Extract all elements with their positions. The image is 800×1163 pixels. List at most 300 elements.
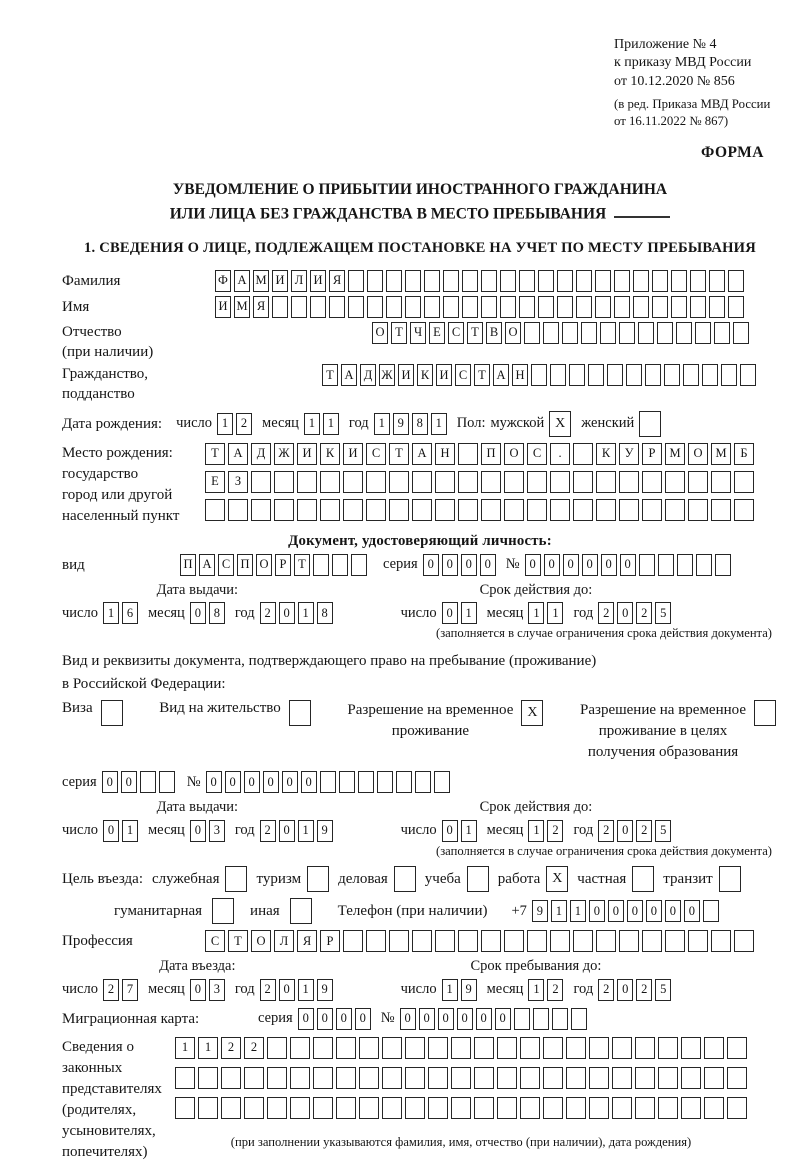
char-cell[interactable] (386, 296, 402, 318)
char-cell[interactable]: 2 (221, 1037, 241, 1059)
char-cell[interactable]: Т (322, 364, 338, 386)
char-cell[interactable]: О (251, 930, 271, 952)
char-cell[interactable] (297, 499, 317, 521)
char-cell[interactable] (458, 499, 478, 521)
char-cell[interactable]: 0 (400, 1008, 416, 1030)
char-cell[interactable]: 0 (457, 1008, 473, 1030)
char-cell[interactable] (695, 322, 711, 344)
char-cell[interactable] (396, 771, 412, 793)
female-checkbox[interactable] (639, 411, 661, 437)
char-cell[interactable] (688, 471, 708, 493)
char-cell[interactable] (389, 930, 409, 952)
char-cell[interactable] (677, 554, 693, 576)
char-cell[interactable]: 2 (636, 820, 652, 842)
char-cell[interactable] (320, 771, 336, 793)
char-cell[interactable] (481, 270, 497, 292)
char-cell[interactable]: . (550, 443, 570, 465)
char-cell[interactable] (320, 471, 340, 493)
char-cell[interactable]: 1 (461, 602, 477, 624)
char-cell[interactable]: 1 (217, 413, 233, 435)
char-cell[interactable] (336, 1097, 356, 1119)
char-cell[interactable]: Т (467, 322, 483, 344)
char-cell[interactable]: 0 (442, 554, 458, 576)
char-cell[interactable]: 0 (190, 820, 206, 842)
char-cell[interactable]: 2 (598, 979, 614, 1001)
char-cell[interactable]: С (448, 322, 464, 344)
char-cell[interactable]: 0 (317, 1008, 333, 1030)
char-cell[interactable] (359, 1037, 379, 1059)
char-cell[interactable]: 0 (461, 554, 477, 576)
char-cell[interactable] (348, 270, 364, 292)
char-cell[interactable] (626, 364, 642, 386)
char-cell[interactable]: И (215, 296, 231, 318)
char-cell[interactable] (619, 499, 639, 521)
char-cell[interactable]: К (320, 443, 340, 465)
char-cell[interactable]: 0 (244, 771, 260, 793)
char-cell[interactable] (520, 1067, 540, 1089)
char-cell[interactable] (428, 1097, 448, 1119)
char-cell[interactable]: А (493, 364, 509, 386)
char-cell[interactable] (652, 270, 668, 292)
purpose-private-checkbox[interactable] (632, 866, 654, 892)
char-cell[interactable] (642, 499, 662, 521)
char-cell[interactable]: 9 (393, 413, 409, 435)
char-cell[interactable] (428, 1067, 448, 1089)
char-cell[interactable] (704, 1067, 724, 1089)
char-cell[interactable] (589, 1067, 609, 1089)
char-cell[interactable] (658, 1097, 678, 1119)
char-cell[interactable] (711, 930, 731, 952)
char-cell[interactable] (676, 322, 692, 344)
char-cell[interactable]: 0 (298, 1008, 314, 1030)
char-cell[interactable] (366, 471, 386, 493)
char-cell[interactable] (734, 499, 754, 521)
char-cell[interactable] (405, 296, 421, 318)
char-cell[interactable] (500, 270, 516, 292)
char-cell[interactable] (405, 1097, 425, 1119)
char-cell[interactable] (550, 930, 570, 952)
char-cell[interactable] (533, 1008, 549, 1030)
char-cell[interactable]: Р (320, 930, 340, 952)
char-cell[interactable]: 0 (355, 1008, 371, 1030)
char-cell[interactable] (412, 471, 432, 493)
char-cell[interactable]: П (481, 443, 501, 465)
char-cell[interactable]: 9 (317, 979, 333, 1001)
char-cell[interactable] (645, 364, 661, 386)
char-cell[interactable]: П (237, 554, 253, 576)
char-cell[interactable] (389, 499, 409, 521)
char-cell[interactable]: Т (205, 443, 225, 465)
char-cell[interactable]: М (234, 296, 250, 318)
char-cell[interactable]: 1 (570, 900, 586, 922)
char-cell[interactable]: Е (429, 322, 445, 344)
char-cell[interactable] (435, 499, 455, 521)
char-cell[interactable]: 0 (279, 602, 295, 624)
char-cell[interactable] (569, 364, 585, 386)
char-cell[interactable]: 9 (461, 979, 477, 1001)
char-cell[interactable] (389, 471, 409, 493)
char-cell[interactable] (481, 930, 501, 952)
char-cell[interactable]: 0 (336, 1008, 352, 1030)
char-cell[interactable] (290, 1037, 310, 1059)
char-cell[interactable]: 0 (684, 900, 700, 922)
char-cell[interactable] (734, 471, 754, 493)
char-cell[interactable] (175, 1067, 195, 1089)
purpose-business-checkbox[interactable] (394, 866, 416, 892)
char-cell[interactable]: И (272, 270, 288, 292)
male-checkbox[interactable]: X (549, 411, 571, 437)
char-cell[interactable] (527, 930, 547, 952)
char-cell[interactable] (339, 771, 355, 793)
char-cell[interactable]: Я (329, 270, 345, 292)
char-cell[interactable] (474, 1097, 494, 1119)
char-cell[interactable]: Д (251, 443, 271, 465)
char-cell[interactable] (336, 1067, 356, 1089)
char-cell[interactable]: 0 (419, 1008, 435, 1030)
char-cell[interactable] (159, 771, 175, 793)
char-cell[interactable] (329, 296, 345, 318)
char-cell[interactable] (596, 499, 616, 521)
char-cell[interactable] (519, 270, 535, 292)
char-cell[interactable] (550, 499, 570, 521)
char-cell[interactable] (343, 930, 363, 952)
char-cell[interactable] (531, 364, 547, 386)
char-cell[interactable]: Я (253, 296, 269, 318)
char-cell[interactable]: 1 (298, 602, 314, 624)
char-cell[interactable] (671, 296, 687, 318)
char-cell[interactable] (267, 1067, 287, 1089)
char-cell[interactable] (481, 471, 501, 493)
char-cell[interactable]: 0 (423, 554, 439, 576)
char-cell[interactable]: Ф (215, 270, 231, 292)
char-cell[interactable] (221, 1067, 241, 1089)
char-cell[interactable]: 3 (209, 979, 225, 1001)
char-cell[interactable] (412, 930, 432, 952)
char-cell[interactable] (589, 1037, 609, 1059)
char-cell[interactable]: 0 (279, 820, 295, 842)
char-cell[interactable]: 0 (495, 1008, 511, 1030)
char-cell[interactable]: О (372, 322, 388, 344)
char-cell[interactable] (614, 296, 630, 318)
char-cell[interactable]: 1 (304, 413, 320, 435)
char-cell[interactable] (727, 1097, 747, 1119)
char-cell[interactable] (635, 1037, 655, 1059)
char-cell[interactable]: 0 (601, 554, 617, 576)
char-cell[interactable]: 8 (317, 602, 333, 624)
char-cell[interactable]: 0 (582, 554, 598, 576)
char-cell[interactable] (683, 364, 699, 386)
char-cell[interactable]: 2 (236, 413, 252, 435)
char-cell[interactable] (576, 296, 592, 318)
char-cell[interactable] (497, 1097, 517, 1119)
char-cell[interactable] (573, 930, 593, 952)
char-cell[interactable]: И (398, 364, 414, 386)
char-cell[interactable]: Я (297, 930, 317, 952)
char-cell[interactable] (386, 270, 402, 292)
char-cell[interactable] (297, 471, 317, 493)
char-cell[interactable] (366, 930, 386, 952)
char-cell[interactable] (704, 1037, 724, 1059)
char-cell[interactable] (681, 1067, 701, 1089)
char-cell[interactable]: 0 (646, 900, 662, 922)
char-cell[interactable]: 5 (655, 979, 671, 1001)
char-cell[interactable] (359, 1067, 379, 1089)
char-cell[interactable] (543, 1097, 563, 1119)
visa-checkbox[interactable] (101, 700, 123, 726)
char-cell[interactable]: М (711, 443, 731, 465)
char-cell[interactable]: 0 (206, 771, 222, 793)
char-cell[interactable] (443, 270, 459, 292)
char-cell[interactable]: 0 (442, 820, 458, 842)
char-cell[interactable] (740, 364, 756, 386)
char-cell[interactable] (566, 1067, 586, 1089)
char-cell[interactable] (424, 296, 440, 318)
char-cell[interactable] (504, 471, 524, 493)
char-cell[interactable]: О (505, 322, 521, 344)
char-cell[interactable] (313, 1097, 333, 1119)
char-cell[interactable] (562, 322, 578, 344)
char-cell[interactable] (612, 1097, 632, 1119)
char-cell[interactable]: 0 (190, 979, 206, 1001)
char-cell[interactable] (607, 364, 623, 386)
char-cell[interactable]: 1 (175, 1037, 195, 1059)
char-cell[interactable] (274, 471, 294, 493)
char-cell[interactable] (428, 1037, 448, 1059)
char-cell[interactable]: 2 (547, 820, 563, 842)
char-cell[interactable] (642, 930, 662, 952)
purpose-official-checkbox[interactable] (225, 866, 247, 892)
char-cell[interactable]: 0 (544, 554, 560, 576)
edu-permit-checkbox[interactable] (754, 700, 776, 726)
char-cell[interactable] (573, 471, 593, 493)
char-cell[interactable] (704, 1097, 724, 1119)
char-cell[interactable] (657, 322, 673, 344)
char-cell[interactable] (633, 296, 649, 318)
char-cell[interactable]: О (688, 443, 708, 465)
purpose-tourism-checkbox[interactable] (307, 866, 329, 892)
char-cell[interactable]: 6 (122, 602, 138, 624)
char-cell[interactable] (734, 930, 754, 952)
char-cell[interactable] (538, 270, 554, 292)
char-cell[interactable] (557, 296, 573, 318)
char-cell[interactable] (405, 1067, 425, 1089)
purpose-other-checkbox[interactable] (290, 898, 312, 924)
char-cell[interactable] (497, 1037, 517, 1059)
char-cell[interactable] (733, 322, 749, 344)
char-cell[interactable]: З (228, 471, 248, 493)
char-cell[interactable] (664, 364, 680, 386)
char-cell[interactable] (638, 322, 654, 344)
char-cell[interactable] (538, 296, 554, 318)
char-cell[interactable]: А (228, 443, 248, 465)
char-cell[interactable] (658, 1067, 678, 1089)
char-cell[interactable]: 3 (209, 820, 225, 842)
char-cell[interactable]: 0 (480, 554, 496, 576)
char-cell[interactable]: Л (291, 270, 307, 292)
char-cell[interactable] (244, 1097, 264, 1119)
char-cell[interactable]: Д (360, 364, 376, 386)
temp-permit-checkbox[interactable]: X (521, 700, 543, 726)
char-cell[interactable]: 8 (209, 602, 225, 624)
char-cell[interactable]: 1 (323, 413, 339, 435)
char-cell[interactable] (711, 499, 731, 521)
char-cell[interactable] (612, 1037, 632, 1059)
char-cell[interactable] (681, 1097, 701, 1119)
char-cell[interactable] (600, 322, 616, 344)
char-cell[interactable] (524, 322, 540, 344)
char-cell[interactable]: Ч (410, 322, 426, 344)
char-cell[interactable]: Т (294, 554, 310, 576)
char-cell[interactable]: У (619, 443, 639, 465)
char-cell[interactable]: 2 (260, 820, 276, 842)
char-cell[interactable] (228, 499, 248, 521)
char-cell[interactable]: И (343, 443, 363, 465)
char-cell[interactable] (458, 930, 478, 952)
char-cell[interactable] (665, 930, 685, 952)
char-cell[interactable]: 0 (563, 554, 579, 576)
char-cell[interactable] (566, 1037, 586, 1059)
char-cell[interactable]: 0 (282, 771, 298, 793)
char-cell[interactable]: 0 (102, 771, 118, 793)
char-cell[interactable]: А (199, 554, 215, 576)
char-cell[interactable]: К (596, 443, 616, 465)
char-cell[interactable] (614, 270, 630, 292)
char-cell[interactable]: Т (391, 322, 407, 344)
char-cell[interactable] (198, 1067, 218, 1089)
char-cell[interactable] (504, 499, 524, 521)
char-cell[interactable]: 1 (298, 979, 314, 1001)
char-cell[interactable]: П (180, 554, 196, 576)
char-cell[interactable] (348, 296, 364, 318)
char-cell[interactable] (571, 1008, 587, 1030)
char-cell[interactable]: 0 (620, 554, 636, 576)
char-cell[interactable] (550, 471, 570, 493)
char-cell[interactable] (366, 499, 386, 521)
char-cell[interactable]: 1 (198, 1037, 218, 1059)
char-cell[interactable] (728, 296, 744, 318)
char-cell[interactable] (709, 296, 725, 318)
char-cell[interactable]: 2 (636, 979, 652, 1001)
char-cell[interactable]: 1 (461, 820, 477, 842)
char-cell[interactable] (635, 1067, 655, 1089)
char-cell[interactable] (290, 1067, 310, 1089)
char-cell[interactable]: Р (642, 443, 662, 465)
char-cell[interactable]: С (527, 443, 547, 465)
char-cell[interactable] (520, 1097, 540, 1119)
purpose-work-checkbox[interactable]: X (546, 866, 568, 892)
char-cell[interactable] (405, 270, 421, 292)
char-cell[interactable]: И (297, 443, 317, 465)
char-cell[interactable] (310, 296, 326, 318)
char-cell[interactable]: 0 (190, 602, 206, 624)
char-cell[interactable] (639, 554, 655, 576)
char-cell[interactable]: М (665, 443, 685, 465)
char-cell[interactable]: 8 (412, 413, 428, 435)
char-cell[interactable] (728, 270, 744, 292)
char-cell[interactable]: 0 (617, 820, 633, 842)
char-cell[interactable] (358, 771, 374, 793)
char-cell[interactable]: 1 (103, 602, 119, 624)
char-cell[interactable] (721, 364, 737, 386)
char-cell[interactable] (382, 1037, 402, 1059)
char-cell[interactable] (633, 270, 649, 292)
char-cell[interactable] (727, 1067, 747, 1089)
char-cell[interactable]: С (218, 554, 234, 576)
char-cell[interactable] (681, 1037, 701, 1059)
char-cell[interactable]: Р (275, 554, 291, 576)
char-cell[interactable] (619, 322, 635, 344)
char-cell[interactable] (175, 1097, 195, 1119)
char-cell[interactable]: 1 (442, 979, 458, 1001)
char-cell[interactable] (552, 1008, 568, 1030)
char-cell[interactable] (462, 296, 478, 318)
char-cell[interactable]: 1 (551, 900, 567, 922)
char-cell[interactable] (458, 443, 478, 465)
char-cell[interactable] (320, 499, 340, 521)
char-cell[interactable] (702, 364, 718, 386)
char-cell[interactable] (274, 499, 294, 521)
char-cell[interactable] (596, 930, 616, 952)
char-cell[interactable] (635, 1097, 655, 1119)
char-cell[interactable] (435, 930, 455, 952)
char-cell[interactable]: 2 (244, 1037, 264, 1059)
char-cell[interactable]: 0 (438, 1008, 454, 1030)
char-cell[interactable]: 1 (374, 413, 390, 435)
char-cell[interactable]: Т (228, 930, 248, 952)
char-cell[interactable] (451, 1067, 471, 1089)
char-cell[interactable] (595, 270, 611, 292)
char-cell[interactable] (377, 771, 393, 793)
char-cell[interactable] (205, 499, 225, 521)
char-cell[interactable] (671, 270, 687, 292)
char-cell[interactable]: К (417, 364, 433, 386)
char-cell[interactable] (688, 499, 708, 521)
char-cell[interactable] (714, 322, 730, 344)
char-cell[interactable]: 0 (617, 979, 633, 1001)
char-cell[interactable] (415, 771, 431, 793)
char-cell[interactable] (665, 499, 685, 521)
char-cell[interactable]: Н (435, 443, 455, 465)
char-cell[interactable]: 1 (528, 979, 544, 1001)
char-cell[interactable] (715, 554, 731, 576)
char-cell[interactable]: И (436, 364, 452, 386)
char-cell[interactable] (481, 499, 501, 521)
char-cell[interactable] (405, 1037, 425, 1059)
char-cell[interactable] (343, 471, 363, 493)
purpose-study-checkbox[interactable] (467, 866, 489, 892)
char-cell[interactable]: Ж (379, 364, 395, 386)
char-cell[interactable]: 2 (547, 979, 563, 1001)
char-cell[interactable]: 0 (442, 602, 458, 624)
char-cell[interactable]: И (310, 270, 326, 292)
purpose-humanitarian-checkbox[interactable] (212, 898, 234, 924)
char-cell[interactable]: 0 (589, 900, 605, 922)
char-cell[interactable] (382, 1067, 402, 1089)
char-cell[interactable]: А (234, 270, 250, 292)
char-cell[interactable] (313, 1067, 333, 1089)
char-cell[interactable] (481, 296, 497, 318)
char-cell[interactable] (557, 270, 573, 292)
char-cell[interactable] (272, 296, 288, 318)
char-cell[interactable]: 0 (301, 771, 317, 793)
char-cell[interactable]: О (504, 443, 524, 465)
char-cell[interactable]: 0 (617, 602, 633, 624)
char-cell[interactable]: Б (734, 443, 754, 465)
char-cell[interactable]: 1 (431, 413, 447, 435)
char-cell[interactable] (343, 499, 363, 521)
char-cell[interactable] (727, 1037, 747, 1059)
char-cell[interactable] (290, 1097, 310, 1119)
